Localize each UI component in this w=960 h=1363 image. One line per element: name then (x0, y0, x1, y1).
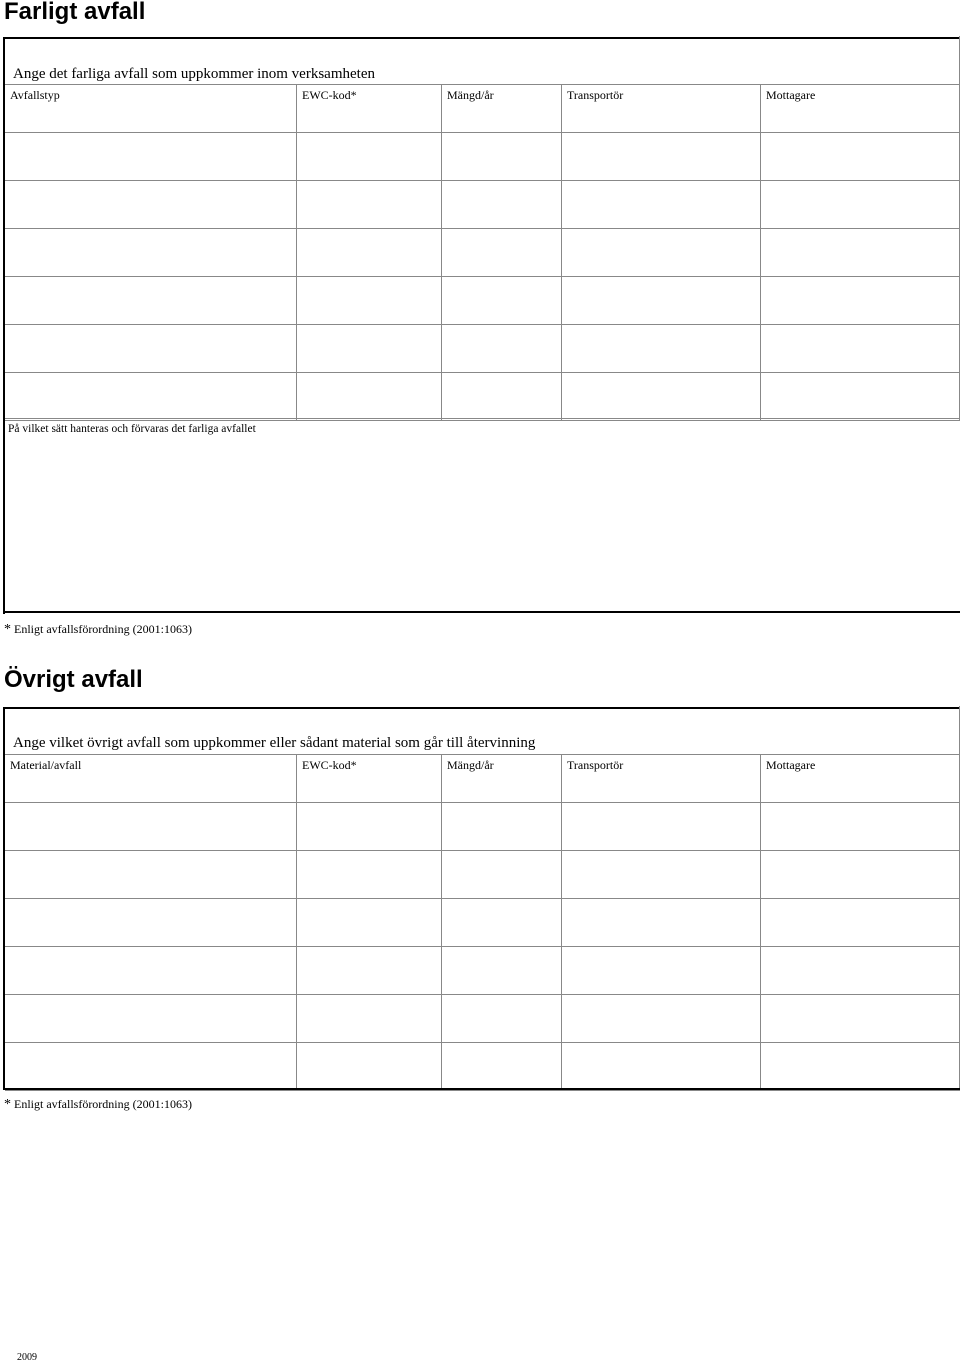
farligt-table-cell[interactable] (297, 133, 441, 180)
farligt-table-cell[interactable] (6, 325, 296, 372)
farligt-table-cell[interactable] (761, 277, 960, 324)
farligt-table-cell[interactable] (442, 277, 561, 324)
farligt-table-cell[interactable] (6, 373, 296, 420)
farligt-table-cell[interactable] (562, 325, 760, 372)
ovrigt-table-cell[interactable] (297, 947, 441, 994)
ovrigt-table-cell[interactable] (6, 947, 296, 994)
footnote-text: Enligt avfallsförordning (2001:1063) (14, 1097, 192, 1111)
ovrigt-row-line (5, 1090, 960, 1091)
farligt-header-top-line (5, 84, 960, 85)
farligt-row-line (5, 420, 960, 421)
farligt-handling-label: På vilket sätt hanteras och förvaras det farliga avfallet (8, 423, 256, 435)
ovrigt-table-cell[interactable] (6, 899, 296, 946)
farligt-col-avfallstyp: Avfallstyp (10, 88, 60, 102)
farligt-table-cell[interactable] (442, 373, 561, 420)
farligt-table-cell[interactable] (6, 181, 296, 228)
farligt-table-cell[interactable] (761, 133, 960, 180)
farligt-table-cell[interactable] (442, 181, 561, 228)
section-title-farligt: Farligt avfall (4, 0, 146, 25)
ovrigt-table-cell[interactable] (761, 803, 960, 850)
ovrigt-table-cell[interactable] (6, 803, 296, 850)
farligt-table-cell[interactable] (442, 229, 561, 276)
ovrigt-footnote (4, 1097, 192, 1113)
ovrigt-col-ewc: EWC-kod* (302, 758, 357, 772)
ovrigt-table-cell[interactable] (297, 803, 441, 850)
farligt-table-cell[interactable] (562, 277, 760, 324)
farligt-table-cell[interactable] (297, 229, 441, 276)
farligt-box-bottom (3, 611, 960, 613)
ovrigt-col-material: Material/avfall (10, 758, 82, 772)
section-title-ovrigt: Övrigt avfall (4, 666, 143, 693)
farligt-table-cell[interactable] (442, 133, 561, 180)
farligt-table-cell[interactable] (761, 181, 960, 228)
farligt-col-mangd: Mängd/år (447, 88, 494, 102)
ovrigt-table-cell[interactable] (442, 1043, 561, 1090)
farligt-table-cell[interactable] (562, 181, 760, 228)
ovrigt-table-cell[interactable] (442, 947, 561, 994)
farligt-table-cell[interactable] (562, 229, 760, 276)
ovrigt-col-mangd: Mängd/år (447, 758, 494, 772)
ovrigt-table-cell[interactable] (761, 1043, 960, 1090)
farligt-handling-area[interactable] (5, 438, 958, 610)
footer-year: 2009 (17, 1352, 37, 1363)
footnote-star: * (4, 1097, 11, 1112)
ovrigt-table-cell[interactable] (297, 1043, 441, 1090)
ovrigt-box-title: Ange vilket övrigt avfall som uppkommer eller sådant material som går till återvinning (13, 735, 536, 751)
farligt-table-cell[interactable] (761, 229, 960, 276)
ovrigt-table-cell[interactable] (442, 803, 561, 850)
ovrigt-table-cell[interactable] (562, 1043, 760, 1090)
farligt-table-cell[interactable] (297, 181, 441, 228)
ovrigt-table-cell[interactable] (6, 995, 296, 1042)
farligt-table-cell[interactable] (761, 325, 960, 372)
farligt-table-cell[interactable] (562, 373, 760, 420)
farligt-table-cell[interactable] (442, 325, 561, 372)
farligt-table-cell[interactable] (297, 373, 441, 420)
ovrigt-table-cell[interactable] (442, 851, 561, 898)
farligt-table-cell[interactable] (6, 133, 296, 180)
ovrigt-table-cell[interactable] (6, 1043, 296, 1090)
farligt-table-cell[interactable] (297, 277, 441, 324)
ovrigt-table-cell[interactable] (297, 899, 441, 946)
farligt-table-cell[interactable] (6, 277, 296, 324)
farligt-col-mottagare: Mottagare (766, 88, 816, 102)
ovrigt-table-cell[interactable] (562, 803, 760, 850)
footnote-star: * (4, 622, 11, 637)
ovrigt-col-mottagare: Mottagare (766, 758, 816, 772)
farligt-table-cell[interactable] (6, 229, 296, 276)
farligt-handling-divider (5, 418, 960, 419)
ovrigt-table-cell[interactable] (562, 851, 760, 898)
ovrigt-table-cell[interactable] (442, 899, 561, 946)
ovrigt-table-cell[interactable] (761, 947, 960, 994)
ovrigt-table-cell[interactable] (6, 851, 296, 898)
farligt-col-transportor: Transportör (567, 88, 624, 102)
ovrigt-table-cell[interactable] (761, 995, 960, 1042)
ovrigt-table-cell[interactable] (562, 899, 760, 946)
ovrigt-table-cell[interactable] (297, 851, 441, 898)
farligt-col-ewc: EWC-kod* (302, 88, 357, 102)
ovrigt-table-cell[interactable] (761, 899, 960, 946)
footnote-text: Enligt avfallsförordning (2001:1063) (14, 622, 192, 636)
farligt-table-cell[interactable] (761, 373, 960, 420)
ovrigt-col-transportor: Transportör (567, 758, 624, 772)
ovrigt-table-cell[interactable] (297, 995, 441, 1042)
farligt-table-cell[interactable] (297, 325, 441, 372)
ovrigt-table-cell[interactable] (761, 851, 960, 898)
farligt-table-cell[interactable] (562, 133, 760, 180)
ovrigt-box-bottom (3, 1088, 960, 1090)
ovrigt-table-cell[interactable] (562, 947, 760, 994)
ovrigt-table-cell[interactable] (562, 995, 760, 1042)
farligt-footnote (4, 622, 192, 638)
ovrigt-table-cell[interactable] (442, 995, 561, 1042)
ovrigt-header-top-line (5, 754, 960, 755)
farligt-box-title: Ange det farliga avfall som uppkommer inom verksamheten (13, 66, 375, 82)
